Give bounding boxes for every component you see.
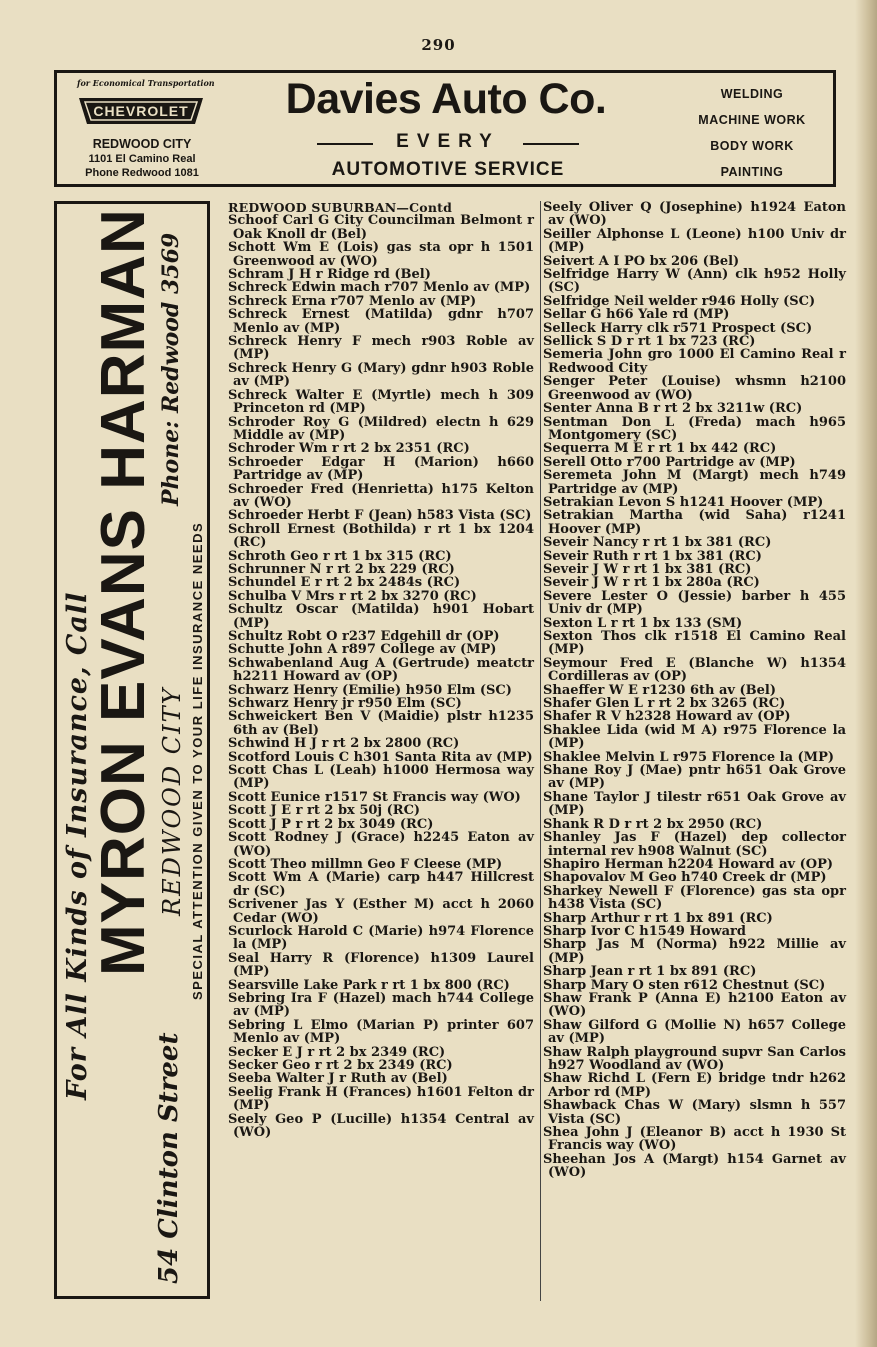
directory-entry: Seelig Frank H (Frances) h1601 Felton dr (MP) <box>228 1084 534 1114</box>
directory-entry: Serell Otto r700 Partridge av (MP) <box>543 454 796 470</box>
directory-entry: Seivert A I PO bx 206 (Bel) <box>543 253 740 269</box>
directory-entry: Senter Anna B r rt 2 bx 3211w (RC) <box>543 401 803 417</box>
directory-entry: Selfridge Harry W (Ann) clk h952 Holly (SC) <box>543 267 846 296</box>
directory-entry: Seveir Ruth r rt 1 bx 381 (RC) <box>543 548 762 564</box>
directory-entry: Schroder Roy G (Mildred) electn h 629 Middle av (MP) <box>228 414 534 443</box>
insurance-line: For All Kinds of Insurance, Call <box>62 591 93 1100</box>
directory-entry: Shafer Glen L r rt 2 bx 3265 (RC) <box>543 696 786 712</box>
directory-entry: Seveir J W r rt 1 bx 381 (RC) <box>543 561 752 577</box>
directory-entry: Shawback Chas W (Mary) slsmn h 557 Vista (SC) <box>543 1098 846 1127</box>
directory-entry: Selleck Harry clk r571 Prospect (SC) <box>543 320 813 336</box>
directory-entry: Sequerra M E r rt 1 bx 442 (RC) <box>543 441 777 457</box>
agent-phone: Phone: Redwood 3569 <box>158 232 184 506</box>
directory-entry: Schroeder Herbt F (Jean) h583 Vista (SC) <box>228 508 532 524</box>
directory-entry: Schreck Ernest (Matilda) gdnr h707 Menlo av (MP) <box>228 307 534 336</box>
directory-entry: Sellick S D r rt 1 bx 723 (RC) <box>543 334 756 350</box>
listing-column-left <box>228 201 534 1139</box>
directory-entry: Schutte John A r897 College av (MP) <box>228 642 497 658</box>
directory-entry: Schroth Geo r rt 1 bx 315 (RC) <box>228 548 452 564</box>
directory-entry: Seremeta John M (Margt) mech h749 Partridge av (MP) <box>543 468 846 497</box>
directory-entry: Schreck Henry F mech r903 Roble av (MP) <box>228 334 534 363</box>
directory-entry: Schroeder Edgar H (Marion) h660 Partridge av (MP) <box>228 454 534 484</box>
directory-entry: Schroder Wm r rt 2 bx 2351 (RC) <box>228 441 470 457</box>
directory-entry: Semeria John gro 1000 El Camino Real r Redwood City <box>543 347 846 376</box>
service-item: PAINTING <box>720 165 784 179</box>
directory-entry: Schweickert Ben V (Maidie) plstr h1235 6th av (Bel) <box>228 709 534 738</box>
directory-entry: Sentman Don L (Freda) mach h965 Montgomery (SC) <box>543 414 846 443</box>
directory-entry: Selfridge Neil welder r946 Holly (SC) <box>543 293 816 309</box>
directory-entry: Shea John J (Eleanor B) acct h 1930 St Francis way (WO) <box>543 1125 846 1154</box>
directory-entry: Schreck Henry G (Mary) gdnr h903 Roble av (MP) <box>228 360 534 390</box>
service-item: MACHINE WORK <box>698 113 806 127</box>
directory-entry: Shapiro Herman h2204 Howard av (OP) <box>543 856 833 872</box>
directory-entry: Sexton L r rt 1 bx 133 (SM) <box>543 615 743 631</box>
listing-column-right <box>543 201 846 1180</box>
directory-entry: Shaw Ralph playground supvr San Carlos h927 Woodland av (WO) <box>543 1044 846 1073</box>
davies-auto-advertisement <box>54 70 836 187</box>
directory-entry: Schultz Robt O r237 Edgehill dr (OP) <box>228 629 500 644</box>
directory-entry: Seymour Fred E (Blanche W) h1354 Cordilleras av (OP) <box>543 655 846 685</box>
insurance-ad-rotated <box>60 204 206 1296</box>
directory-entry: Shane Roy J (Mae) pntr h651 Oak Grove av (MP) <box>543 763 846 792</box>
page-edge <box>855 0 877 1347</box>
directory-entry: Shaw Richd L (Fern E) bridge tndr h262 Arbor rd (MP) <box>543 1071 846 1100</box>
directory-entry: Scott J P r rt 2 bx 3049 (RC) <box>228 816 434 832</box>
chevrolet-phone: Phone Redwood 1081 <box>85 167 199 179</box>
directory-entry: Schundel E r rt 2 bx 2484s (RC) <box>228 575 461 591</box>
directory-entry: Sellar G h66 Yale rd (MP) <box>543 307 730 323</box>
chevrolet-logo <box>73 95 209 127</box>
directory-entry: Shaklee Lida (wid M A) r975 Florence la (MP) <box>543 722 846 752</box>
automotive-service: AUTOMOTIVE SERVICE <box>331 159 565 180</box>
service-item: WELDING <box>720 87 784 101</box>
directory-entry: Sharp Ivor C h1549 Howard <box>543 923 746 939</box>
directory-entry: Seeba Walter J r Ruth av (Bel) <box>228 1071 448 1087</box>
directory-entry: Seveir J W r rt 1 bx 280a (RC) <box>543 575 760 591</box>
directory-entry: Sharp Arthur r rt 1 bx 891 (RC) <box>543 910 773 926</box>
directory-entry: Schreck Erna r707 Menlo av (MP) <box>228 293 477 309</box>
column-divider <box>540 201 541 1301</box>
directory-entry: Scott J E r rt 2 bx 50j (RC) <box>228 803 421 819</box>
chevrolet-address: 1101 El Camino Real <box>88 153 196 165</box>
directory-entry: Sebring L Elmo (Marian P) printer 607 Menlo av (MP) <box>228 1017 534 1047</box>
directory-entry: Sharp Jean r rt 1 bx 891 (RC) <box>543 964 757 980</box>
directory-entry: Shaw Frank P (Anna E) h2100 Eaton av (WO) <box>543 990 846 1020</box>
directory-entry: Shaklee Melvin L r975 Florence la (MP) <box>543 749 835 765</box>
directory-entry: Seveir Nancy r rt 1 bx 381 (RC) <box>543 535 772 551</box>
directory-entry: Shanley Jas F (Hazel) dep collector internal rev h908 Walnut (SC) <box>543 830 846 859</box>
directory-entry: Scurlock Harold C (Marie) h974 Florence la (MP) <box>228 923 534 953</box>
directory-entry: Sharp Mary O sten r612 Chestnut (SC) <box>543 977 826 993</box>
directory-entry: Shafer R V h2328 Howard av (OP) <box>543 709 791 725</box>
agent-city: REDWOOD CITY <box>158 686 186 916</box>
directory-entry: Schroeder Fred (Henrietta) h175 Kelton av (WO) <box>228 481 534 510</box>
directory-entry: Senger Peter (Louise) whsmn h2100 Greenwood av (WO) <box>543 374 846 403</box>
chevrolet-tagline: for Economical Transportation <box>77 78 215 88</box>
page-number: 290 <box>421 36 456 54</box>
directory-entry: Schwarz Henry jr r950 Elm (SC) <box>228 696 462 712</box>
directory-entry: Shapovalov M Geo h740 Creek dr (MP) <box>543 870 827 886</box>
directory-entry: Setrakian Martha (wid Saha) r1241 Hoover (MP) <box>543 508 846 537</box>
directory-entry: Shaw Gilford G (Mollie N) h657 College av (MP) <box>543 1017 846 1047</box>
directory-entry: Scrivener Jas Y (Esther M) acct h 2060 Cedar (WO) <box>228 897 534 926</box>
directory-entry: Searsville Lake Park r rt 1 bx 800 (RC) <box>228 977 510 993</box>
directory-entry: Scott Eunice r1517 St Francis way (WO) <box>228 789 521 805</box>
directory-entry: Scotford Louis C h301 Santa Rita av (MP) <box>228 749 533 765</box>
directory-entry: Sharkey Newell F (Florence) gas sta opr h438 Vista (SC) <box>543 883 846 913</box>
directory-entry: Schoof Carl G City Councilman Belmont r Oak Knoll dr (Bel) <box>228 213 534 242</box>
every-row <box>317 131 579 155</box>
directory-entry: Schwabenland Aug A (Gertrude) meatctr h2211 Howard av (OP) <box>228 655 534 685</box>
directory-entry: Scott Theo millmn Geo F Cleese (MP) <box>228 856 503 872</box>
directory-entry: Scott Wm A (Marie) carp h447 Hillcrest dr (SC) <box>228 870 534 899</box>
directory-entry: Scott Rodney J (Grace) h2245 Eaton av (WO) <box>228 830 534 859</box>
directory-entry: Schram J H r Ridge rd (Bel) <box>228 267 431 283</box>
directory-entry: Sharp Jas M (Norma) h922 Millie av (MP) <box>543 937 846 966</box>
directory-entry: Schreck Edwin mach r707 Menlo av (MP) <box>228 280 531 296</box>
every-word: EVERY <box>396 131 500 152</box>
directory-entry: Seal Harry R (Florence) h1309 Laurel (MP) <box>228 950 534 980</box>
directory-entry: Severe Lester O (Jessie) barber h 455 Univ dr (MP) <box>543 588 846 618</box>
directory-entry: Schultz Oscar (Matilda) h901 Hobart (MP) <box>228 602 534 631</box>
directory-entry: Sexton Thos clk r1518 El Camino Real (MP) <box>543 629 846 658</box>
directory-entry: Shane Taylor J tilestr r651 Oak Grove av (MP) <box>543 789 846 819</box>
chevrolet-logo-text: CHEVROLET <box>93 103 189 119</box>
company-name: Davies Auto Co. <box>285 75 607 123</box>
special-attention: SPECIAL ATTENTION GIVEN TO YOUR LIFE INSURANCE NEEDS <box>190 521 205 1000</box>
directory-entry: Setrakian Levon S h1241 Hoover (MP) <box>543 494 824 510</box>
service-item: BODY WORK <box>710 139 794 153</box>
directory-entry: Seely Geo P (Lucille) h1354 Central av (WO) <box>228 1111 534 1141</box>
section-header: REDWOOD SUBURBAN—Contd <box>228 200 453 215</box>
directory-entry: Schwind H J r rt 2 bx 2800 (RC) <box>228 736 460 752</box>
chevrolet-city: REDWOOD CITY <box>92 137 192 151</box>
directory-entry: Seely Oliver Q (Josephine) h1924 Eaton av (WO) <box>543 200 846 229</box>
directory-entry: Schulba V Mrs r rt 2 bx 3270 (RC) <box>228 588 477 604</box>
directory-entry: Schreck Walter E (Myrtle) mech h 309 Princeton rd (MP) <box>228 387 534 417</box>
directory-entry: Seiller Alphonse L (Leone) h100 Univ dr (MP) <box>543 226 846 256</box>
directory-entry: Sheehan Jos A (Margt) h154 Garnet av (WO) <box>543 1151 846 1181</box>
directory-entry: Schwarz Henry (Emilie) h950 Elm (SC) <box>228 682 512 698</box>
services-list <box>677 81 827 185</box>
directory-entry: Shank R D r rt 2 bx 2950 (RC) <box>543 816 763 832</box>
directory-entry: Scott Chas L (Leah) h1000 Hermosa way (MP) <box>228 763 534 792</box>
directory-entry: Schroll Ernest (Bothilda) r rt 1 bx 1204 (RC) <box>228 521 534 551</box>
directory-entry: Secker Geo r rt 2 bx 2349 (RC) <box>228 1058 453 1073</box>
agent-street: 54 Clinton Street <box>154 1032 184 1284</box>
agent-name: MYRON EVANS HARMAN <box>89 208 158 976</box>
directory-entry: Sebring Ira F (Hazel) mach h744 College av (MP) <box>228 990 534 1020</box>
directory-entry: Schott Wm E (Lois) gas sta opr h 1501 Greenwood av (WO) <box>228 240 534 269</box>
directory-entry: Shaeffer W E r1230 6th av (Bel) <box>543 682 776 698</box>
directory-entry: Schrunner N r rt 2 bx 229 (RC) <box>228 561 455 577</box>
directory-entry: Secker E J r rt 2 bx 2349 (RC) <box>228 1044 446 1060</box>
insurance-advertisement <box>54 201 210 1299</box>
